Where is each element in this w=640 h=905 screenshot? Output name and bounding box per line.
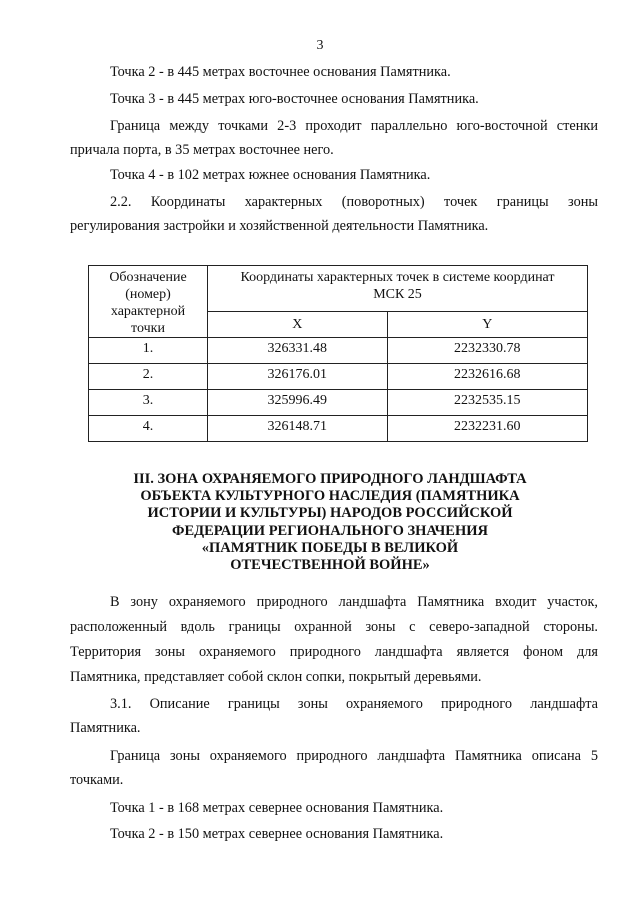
- cell-point-number: 3.: [89, 390, 208, 416]
- paragraph-point-2: Точка 2 - в 445 метрах восточнее основания Памятника.: [110, 64, 451, 80]
- cell-x: 326148.71: [208, 416, 388, 442]
- paragraph-point-3: Точка 3 - в 445 метрах юго-восточнее основания Памятника.: [110, 91, 479, 107]
- cell-x: 325996.49: [208, 390, 388, 416]
- paragraph-3-1-line1: 3.1. Описание границы зоны охраняемого природного ландшафта: [110, 696, 598, 712]
- paragraph-point-4: Точка 4 - в 102 метрах южнее основания Памятника.: [110, 167, 431, 183]
- paragraph-point-1b: Точка 1 - в 168 метрах севернее основания Памятника.: [110, 800, 444, 816]
- cell-y: 2232616.68: [387, 364, 587, 390]
- paragraph-boundary-line1: Граница между точками 2-3 проходит параллельно юго-восточной стенки: [110, 118, 598, 134]
- header-y: Y: [387, 311, 587, 337]
- paragraph-2-2-line1: 2.2. Координаты характерных (поворотных) точек границы зоны: [110, 194, 598, 210]
- section-heading: III. ЗОНА ОХРАНЯЕМОГО ПРИРОДНОГО ЛАНДШАФТА ОБЪЕКТА КУЛЬТУРНОГО НАСЛЕДИЯ (ПАМЯТНИКА ИСТОРИИ И КУЛЬТУРЫ) НАРОДОВ РОССИЙСКОЙ ФЕДЕРАЦИИ РЕГИОНАЛЬНОГО ЗНАЧЕНИЯ «ПАМЯТНИК ПОБЕДЫ В ВЕЛИКОЙ ОТЕЧЕСТВЕННОЙ ВОЙНЕ»: [133, 471, 527, 574]
- cell-x: 326176.01: [208, 364, 388, 390]
- cell-point-number: 4.: [89, 416, 208, 442]
- table-row: [89, 364, 588, 390]
- paragraph-boundary-line2: причала порта, в 35 метрах восточнее него.: [70, 142, 334, 158]
- cell-y: 2232231.60: [387, 416, 587, 442]
- cell-point-number: 1.: [89, 338, 208, 364]
- paragraph-3-1-line2: Памятника.: [70, 720, 141, 736]
- cell-y: 2232330.78: [387, 338, 587, 364]
- paragraph-zone-line4: Памятника, представляет собой склон сопки, покрытый деревьями.: [70, 669, 482, 685]
- cell-x: 326331.48: [208, 338, 388, 364]
- header-x: X: [208, 311, 388, 337]
- paragraph-boundary5-line2: точками.: [70, 772, 124, 788]
- table-row: [89, 416, 588, 442]
- paragraph-point-2b: Точка 2 - в 150 метрах севернее основания Памятника.: [110, 826, 444, 842]
- table-row: [89, 390, 588, 416]
- header-point-designation: Обозначение (номер) характерной точки: [89, 266, 208, 338]
- table-row: [89, 338, 588, 364]
- cell-point-number: 2.: [89, 364, 208, 390]
- paragraph-zone-line3: Территория зоны охраняемого природного ландшафта является фоном для: [70, 644, 598, 660]
- page-number: 3: [316, 38, 324, 53]
- header-coordinates: Координаты характерных точек в системе координат МСК 25: [208, 266, 588, 312]
- paragraph-boundary5-line1: Граница зоны охраняемого природного ландшафта Памятника описана 5: [110, 748, 598, 764]
- cell-y: 2232535.15: [387, 390, 587, 416]
- coordinates-table: [88, 265, 588, 442]
- paragraph-zone-line1: В зону охраняемого природного ландшафта Памятника входит участок,: [110, 594, 598, 610]
- paragraph-zone-line2: расположенный вдоль границы охранной зоны с северо-западной стороны.: [70, 619, 598, 635]
- paragraph-2-2-line2: регулирования застройки и хозяйственной деятельности Памятника.: [70, 218, 489, 234]
